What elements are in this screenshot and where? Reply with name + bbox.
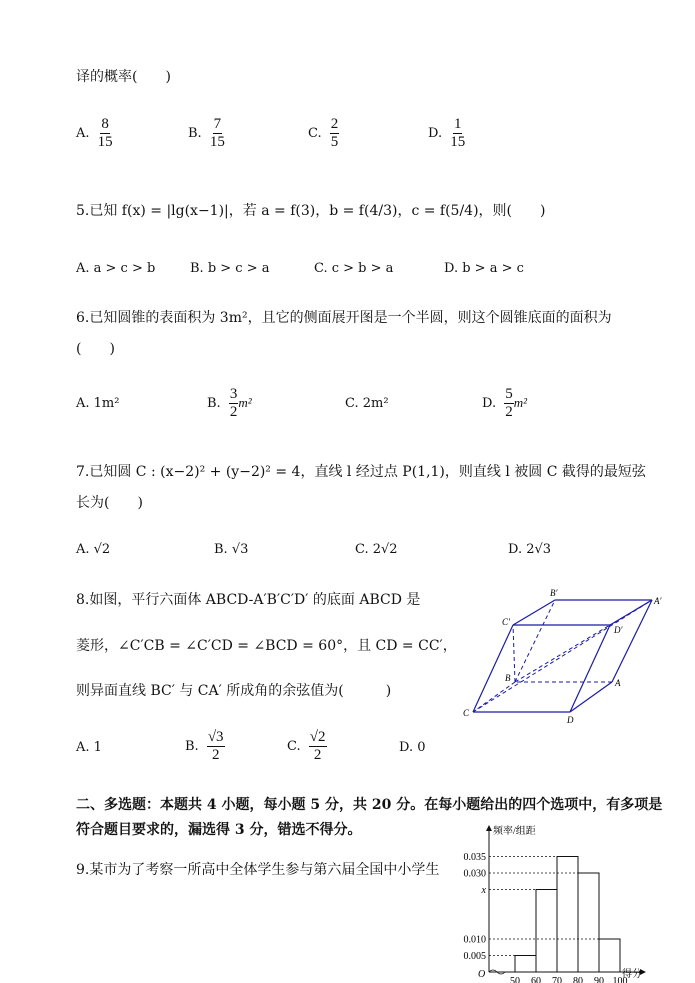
label-c: C (463, 708, 470, 718)
y-axis-label: 频率/组距 (493, 826, 536, 837)
q8-option-a: A. 1 (76, 740, 102, 755)
denominator: 15 (450, 134, 466, 150)
label-d1: D′ (614, 625, 623, 635)
numerator: 5 (505, 386, 513, 402)
numerator: 2 (330, 116, 339, 132)
y-tick-label: x (481, 885, 486, 896)
fraction (98, 116, 113, 151)
q5-option-a: A. a > c > b (76, 261, 156, 276)
frequency-histogram (455, 822, 655, 983)
histogram-bar (599, 939, 620, 972)
numerator: 3 (229, 386, 238, 402)
fraction (207, 729, 225, 764)
label-b: B (505, 673, 511, 683)
q4-option-b (188, 116, 225, 151)
y-tick-label: 0.035 (463, 852, 486, 863)
option-letter: A. (76, 126, 90, 141)
denominator: 2 (229, 404, 238, 420)
unit: m² (238, 395, 252, 410)
q7-option-a: A. √2 (76, 542, 111, 557)
label-b1: B′ (550, 588, 558, 598)
y-tick-label: 0.030 (463, 868, 486, 880)
histogram-bar (578, 873, 599, 972)
fraction (210, 116, 225, 151)
q4-option-a (76, 116, 113, 151)
q6-stem-line2: ( ) (76, 341, 115, 357)
q6-option-b (207, 386, 252, 421)
q4-stem-tail: 译的概率( ) (76, 69, 171, 85)
numerator: 7 (213, 116, 222, 132)
q7-stem-line2: 长为( ) (76, 495, 143, 511)
unit: m² (513, 395, 528, 410)
numerator: √2 (309, 729, 326, 745)
x-tick-label: 60 (531, 976, 541, 983)
q6-option-c: C. 2m² (345, 396, 389, 411)
fraction (504, 386, 514, 421)
denominator: 2 (505, 404, 513, 420)
q8-option-b (185, 729, 225, 764)
q6-option-d (482, 386, 527, 421)
edge-dd1 (570, 625, 610, 712)
option-letter: D. (482, 396, 497, 411)
q8-stem-line2: 菱形，∠C′CB = ∠C′CD = ∠BCD = 60°，且 CD = CC′， (76, 638, 457, 654)
x-tick-label: 100 (612, 976, 628, 983)
denominator: 2 (313, 747, 322, 763)
option-letter: B. (207, 396, 221, 411)
label-c1: C′ (502, 617, 510, 627)
label-a: A (615, 678, 621, 688)
fraction (450, 116, 465, 151)
label-a1: A′ (654, 596, 662, 606)
option-letter: B. (185, 739, 199, 754)
fraction (330, 116, 340, 151)
option-letter: B. (188, 126, 202, 141)
y-tick-label: 0.010 (463, 934, 486, 946)
denominator: 15 (209, 134, 225, 150)
x-tick-label: 70 (552, 976, 562, 983)
q8-stem-line3: 则异面直线 BC′ 与 CA′ 所成角的余弦值为( ) (76, 683, 392, 699)
y-tick-label: 0.005 (463, 951, 486, 962)
q6-option-a: A. 1m² (76, 396, 120, 411)
q6-stem-line1: 6.已知圆锥的表面积为 3m²，且它的侧面展开图是一个半圆，则这个圆锥底面的面积为 (76, 310, 612, 326)
q5-option-b: B. b > c > a (190, 261, 270, 276)
q8-stem-line1: 8.如图，平行六面体 ABCD-A′B′C′D′ 的底面 ABCD 是 (76, 592, 421, 608)
denominator: 5 (330, 134, 339, 150)
x-axis-label: 得分 (622, 969, 642, 980)
q7-option-d: D. 2√3 (508, 542, 552, 557)
histogram-bar (536, 890, 557, 973)
denominator: 15 (97, 134, 113, 150)
option-letter: D. (428, 126, 443, 141)
x-tick-label: 90 (594, 976, 604, 983)
origin-label: O (478, 969, 486, 980)
q5-option-c: C. c > b > a (314, 261, 394, 276)
label-d: D (567, 715, 574, 725)
q8-option-c (287, 729, 327, 764)
fraction (229, 386, 239, 421)
x-tick-label: 50 (510, 976, 520, 983)
q8-option-d: D. 0 (399, 740, 426, 755)
option-letter: C. (308, 126, 322, 141)
q7-option-c: C. 2√2 (355, 542, 398, 557)
numerator: √3 (207, 729, 224, 745)
q5-option-d: D. b > a > c (444, 261, 524, 276)
histogram-bar (515, 956, 536, 973)
option-letter: C. (287, 739, 301, 754)
q5-stem: 5.已知 f(x) = |lg(x−1)|，若 a = f(3)，b = f(4/3)，c = f(5/4)，则( ) (76, 203, 546, 219)
fraction (309, 729, 327, 764)
histogram-bar (557, 857, 578, 973)
denominator: 2 (211, 747, 220, 763)
q9-stem: 9.某市为了考察一所高中全体学生参与第六届全国中小学生 (76, 862, 440, 878)
section-2-heading-line2: 符合题目要求的，漏选得 3 分，错选不得分。 (76, 822, 362, 838)
section-2-heading-line1: 二、多选题：本题共 4 小题，每小题 5 分，共 20 分。在每小题给出的四个选项中，有多项是 (76, 797, 663, 813)
q4-option-c (308, 116, 339, 151)
q7-option-b: B. √3 (214, 542, 249, 557)
numerator: 8 (101, 116, 109, 132)
q7-stem-line1: 7.已知圆 C : (x−2)² + (y−2)² = 4，直线 l 经过点 P(1,1)，则直线 l 被圆 C 截得的最短弦 (76, 464, 646, 480)
numerator: 1 (453, 116, 462, 132)
segment-bc1 (513, 625, 515, 682)
q4-option-d (428, 116, 465, 151)
parallelepiped-figure (455, 585, 675, 725)
x-tick-label: 80 (573, 976, 583, 983)
